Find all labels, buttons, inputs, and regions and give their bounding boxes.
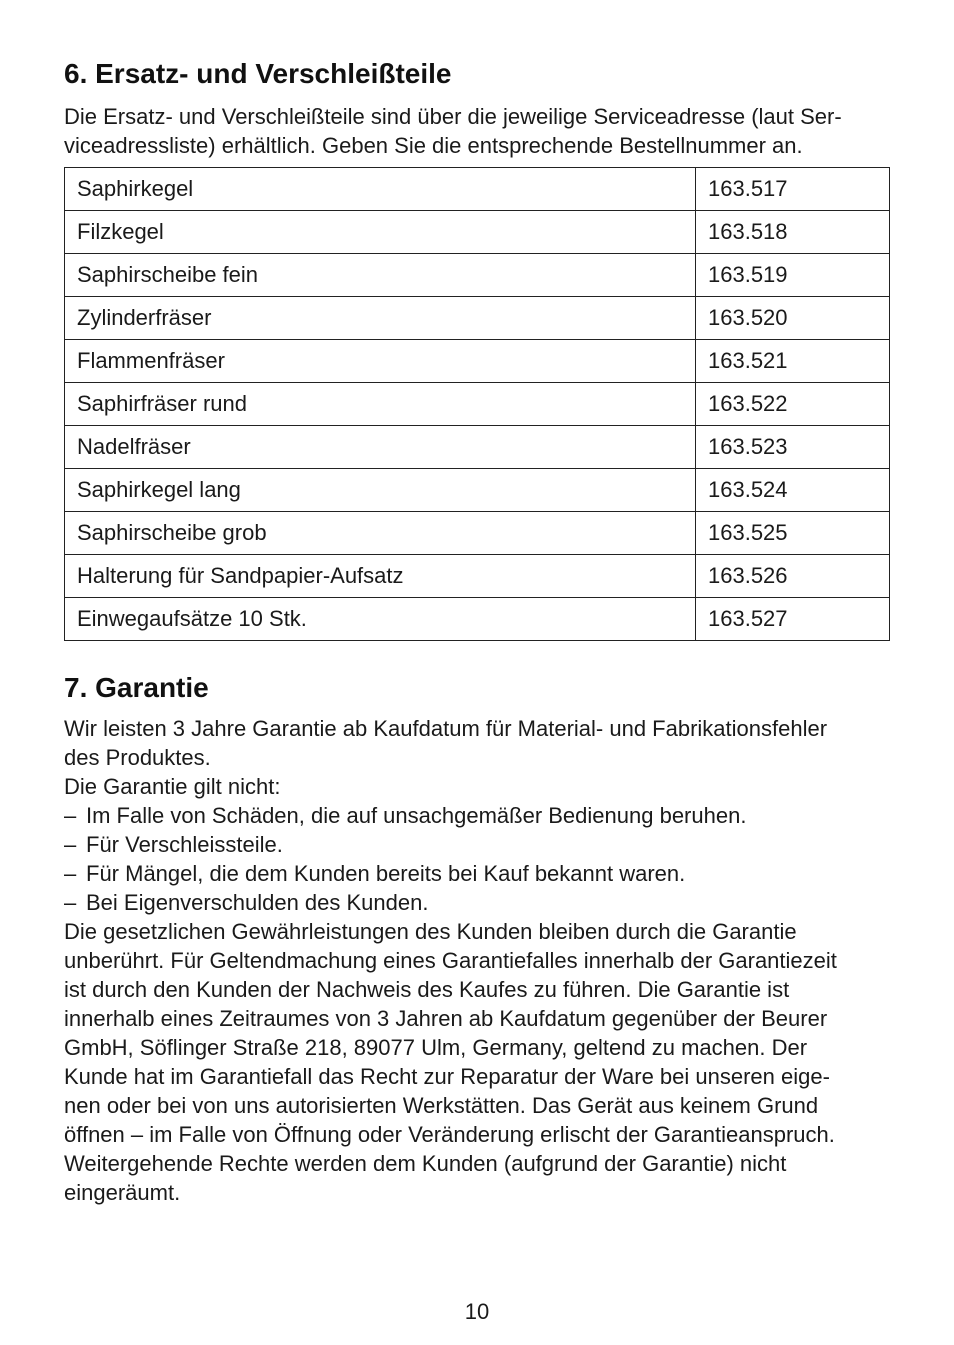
part-number: 163.523	[696, 426, 890, 469]
table-row	[65, 512, 890, 555]
bullet-dash: –	[64, 861, 77, 886]
warranty-text-line: öffnen – im Falle von Öffnung oder Veränderung erlischt der Garantieanspruch.	[64, 1122, 835, 1147]
warranty-text-line: GmbH, Söflinger Straße 218, 89077 Ulm, Germany, geltend zu machen. Der	[64, 1035, 808, 1060]
part-name: Filzkegel	[65, 211, 696, 254]
list-item-text: Für Verschleissteile.	[86, 832, 283, 857]
bullet-dash: –	[64, 803, 77, 828]
part-number: 163.525	[696, 512, 890, 555]
part-number: 163.517	[696, 168, 890, 211]
table-row	[65, 168, 890, 211]
warranty-text-line: Weitergehende Rechte werden dem Kunden (aufgrund der Garantie) nicht	[64, 1151, 787, 1176]
section-7-title: 7. Garantie	[64, 672, 209, 703]
spare-parts-table	[64, 167, 890, 641]
section-6-intro	[64, 102, 890, 160]
list-item	[64, 830, 890, 859]
section-6-intro-line: Die Ersatz- und Verschleißteile sind über die jeweilige Serviceadresse (laut Ser-	[64, 104, 842, 129]
part-number: 163.518	[696, 211, 890, 254]
table-row	[65, 297, 890, 340]
part-number: 163.527	[696, 598, 890, 641]
part-name: Einwegaufsätze 10 Stk.	[65, 598, 696, 641]
warranty-text-line: eingeräumt.	[64, 1180, 181, 1205]
part-number: 163.526	[696, 555, 890, 598]
part-name: Saphirscheibe grob	[65, 512, 696, 555]
warranty-text-line: Kunde hat im Garantiefall das Recht zur Reparatur der Ware bei unseren eige-	[64, 1064, 830, 1089]
table-row	[65, 555, 890, 598]
table-row	[65, 426, 890, 469]
warranty-text-line: unberührt. Für Geltendmachung eines Garantiefalles innerhalb der Garantiezeit	[64, 948, 837, 973]
warranty-text-line: ist durch den Kunden der Nachweis des Kaufes zu führen. Die Garantie ist	[64, 977, 790, 1002]
table-row	[65, 254, 890, 297]
table-row	[65, 469, 890, 512]
part-number: 163.520	[696, 297, 890, 340]
list-item-text: Für Mängel, die dem Kunden bereits bei Kauf bekannt waren.	[86, 861, 686, 886]
list-item	[64, 888, 890, 917]
list-item	[64, 859, 890, 888]
warranty-text-line: des Produktes.	[64, 745, 211, 770]
table-row	[65, 598, 890, 641]
warranty-text-line: nen oder bei von uns autorisierten Werkstätten. Das Gerät aus keinem Grund	[64, 1093, 819, 1118]
section-6-intro-line: viceadressliste) erhältlich. Geben Sie die entsprechende Bestellnummer an.	[64, 133, 803, 158]
warranty-text-line: innerhalb eines Zeitraumes von 3 Jahren ab Kaufdatum gegenüber der Beurer	[64, 1006, 828, 1031]
part-name: Zylinderfräser	[65, 297, 696, 340]
warranty-text-line: Die gesetzlichen Gewährleistungen des Kunden bleiben durch die Garantie	[64, 919, 797, 944]
section-6-title: 6. Ersatz- und Verschleißteile	[64, 58, 452, 89]
list-item-text: Bei Eigenverschulden des Kunden.	[86, 890, 429, 915]
page-number: 10	[464, 1299, 490, 1324]
list-item-text: Im Falle von Schäden, die auf unsachgemäßer Bedienung beruhen.	[86, 803, 747, 828]
bullet-dash: –	[64, 832, 77, 857]
warranty-text-line: Die Garantie gilt nicht:	[64, 774, 281, 799]
part-name: Nadelfräser	[65, 426, 696, 469]
part-name: Saphirfräser rund	[65, 383, 696, 426]
warranty-text-line: Wir leisten 3 Jahre Garantie ab Kaufdatum für Material- und Fabrikationsfehler	[64, 716, 828, 741]
part-name: Saphirkegel	[65, 168, 696, 211]
part-name: Saphirscheibe fein	[65, 254, 696, 297]
table-row	[65, 211, 890, 254]
part-number: 163.519	[696, 254, 890, 297]
part-name: Saphirkegel lang	[65, 469, 696, 512]
table-row	[65, 383, 890, 426]
part-number: 163.524	[696, 469, 890, 512]
part-number: 163.522	[696, 383, 890, 426]
bullet-dash: –	[64, 890, 77, 915]
part-name: Halterung für Sandpapier-Aufsatz	[65, 555, 696, 598]
table-row	[65, 340, 890, 383]
part-name: Flammenfräser	[65, 340, 696, 383]
list-item	[64, 801, 890, 830]
section-7-body	[64, 714, 890, 1207]
part-number: 163.521	[696, 340, 890, 383]
